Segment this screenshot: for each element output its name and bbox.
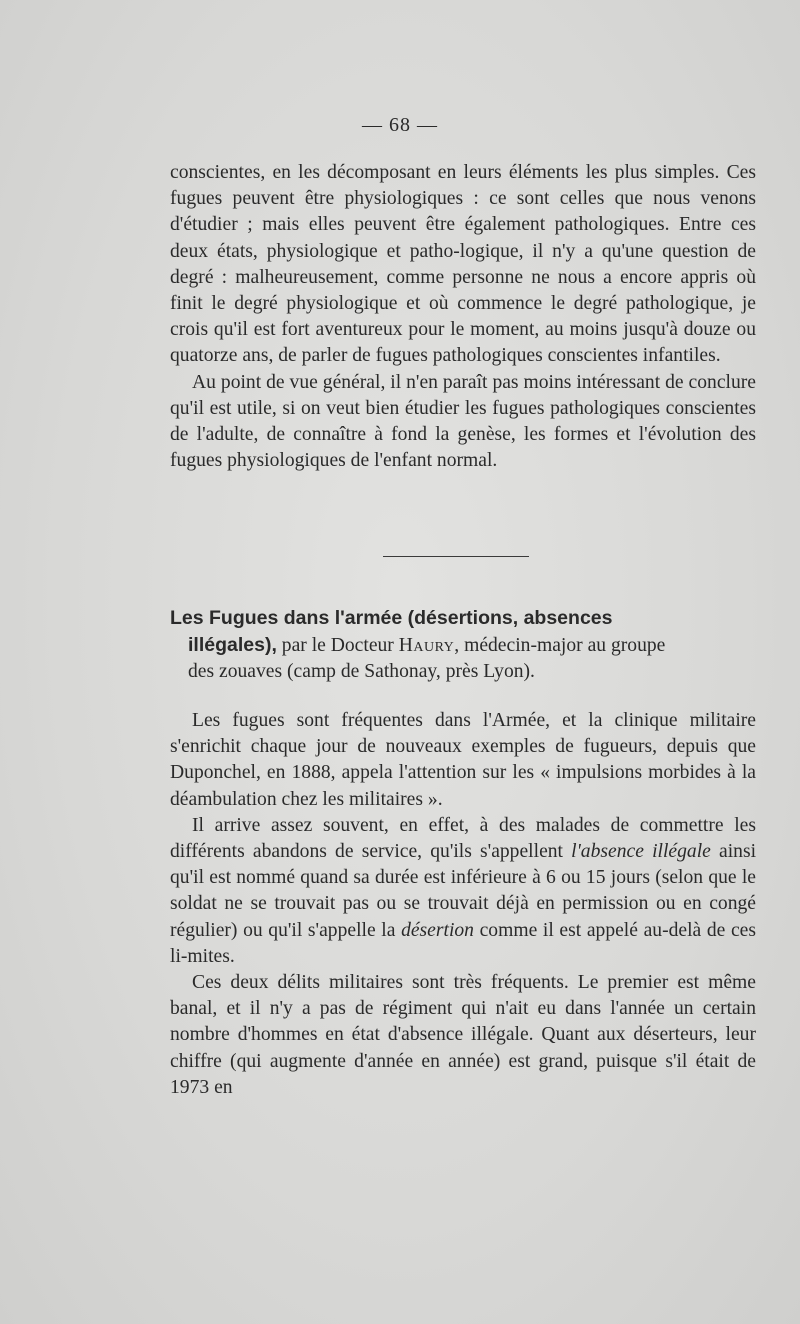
- byline-prefix: par le Docteur: [276, 635, 399, 656]
- section-heading: [170, 605, 760, 685]
- heading-bold-line-2: illégales),: [188, 634, 277, 656]
- paragraph-4-part-2: ainsi qu'il est nommé quand sa durée est inférieure à 6 ou 15 jours (selon que le soldat ne se trouvait pas ou se trouvait déjà en permission ou en congé régulier) ou qu'il s'appelle la: [170, 841, 757, 941]
- page-number: — 68 —: [362, 114, 438, 136]
- author-name: Haury: [398, 635, 455, 656]
- paragraph-4-part-1: Il arrive assez souvent, en effet, à des malades de commettre les différents abandons de service, qu'ils s'appellent: [170, 814, 756, 863]
- term-desertion: désertion: [401, 919, 474, 941]
- term-absence-illegale: l'absence illégale: [571, 841, 711, 863]
- heading-line-3: des zouaves (camp de Sathonay, près Lyon).: [188, 661, 535, 682]
- paragraph-5: Ces deux délits militaires sont très fréquents. Le premier est même banal, et il n'y a pas de régiment qui n'ait eu dans l'année un certain nombre d'hommes en état d'absence illégale. Quant aux déserteurs, leur chiffre (qui augmente d'année en année) est grand, puisque s'il était de 1973 en: [170, 972, 756, 1098]
- section-divider: [383, 556, 529, 557]
- heading-bold-line-1: Les Fugues dans l'armée (désertions, absences: [170, 607, 613, 629]
- heading-line-2: [170, 632, 760, 659]
- paragraph-4-part-3: comme il est appelé au-delà de ces li-mites.: [170, 919, 756, 967]
- paragraph-3: Les fugues sont fréquentes dans l'Armée, et la clinique militaire s'enrichit chaque jour de nouveaux exemples de fugueurs, depuis que Duponchel, en 1888, appela l'attention sur les « impulsions morbides à la déambulation chez les militaires ».: [170, 710, 756, 810]
- byline-suffix: , médecin-major au groupe: [454, 635, 666, 656]
- paragraph-4: [170, 813, 756, 970]
- paragraph-1: conscientes, en les décomposant en leurs éléments les plus simples. Ces fugues peuvent être physiologiques : ce sont celles que nous venons d'étudier ; mais elles peuvent être également pathologiques. Entre ces deux états, physiologique et patho-logique, il n'y a qu'une question de degré : malheureusement, comme personne ne nous a encore appris où finit le degré physiologique et où commence le degré pathologique, je crois qu'il est fort aventureux pour le moment, au moins jusqu'à douze ou quatorze ans, de parler de fugues pathologiques conscientes infantiles.: [170, 162, 756, 367]
- text-block-top: [170, 160, 756, 474]
- text-block-bottom: [170, 708, 756, 1101]
- paragraph-2: Au point de vue général, il n'en paraît pas moins intéressant de conclure qu'il est utile, si on veut bien étudier les fugues pathologiques conscientes de l'adulte, de connaître à fond la genèse, les formes et l'évolution des fugues physiologiques de l'enfant normal.: [170, 371, 756, 472]
